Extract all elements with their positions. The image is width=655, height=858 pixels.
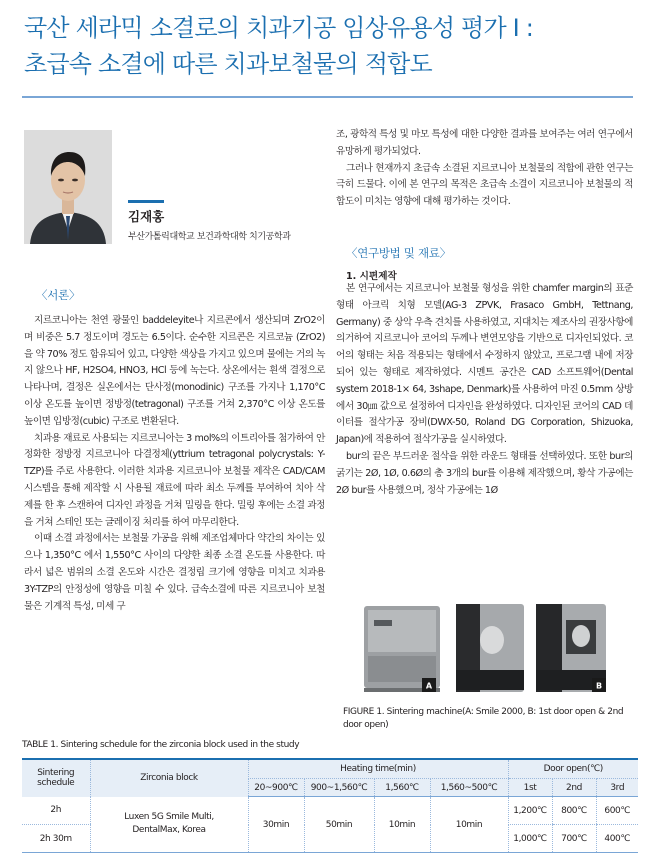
article-title bbox=[24, 10, 644, 82]
cell-heating: 10min bbox=[374, 797, 430, 853]
header-door-col: 1st bbox=[508, 779, 552, 797]
figure-caption: FIGURE 1. Sintering machine(A: Smile 2000, B: 1st door open & 2nd door open) bbox=[343, 707, 624, 730]
sintering-schedule-table bbox=[22, 758, 638, 853]
intro-column bbox=[24, 313, 325, 615]
cell-heating: 10min bbox=[430, 797, 508, 853]
figure-sintering-machines bbox=[360, 600, 628, 700]
header-door-col: 3rd bbox=[596, 779, 638, 797]
author-name: 김재홍 bbox=[128, 209, 165, 224]
cell-schedule: 2h bbox=[22, 797, 90, 825]
section-heading-intro: 〈서론〉 bbox=[36, 288, 81, 302]
header-heating-col: 20~900℃ bbox=[248, 779, 304, 797]
title-line-2: 초급속 소결에 따른 치과보철물의 적합도 bbox=[24, 50, 432, 78]
cell-zirconia-block bbox=[90, 797, 248, 853]
header-sintering-schedule: Sintering schedule bbox=[22, 759, 90, 797]
methods-column bbox=[336, 281, 633, 499]
header-heating-time: Heating time(min) bbox=[248, 759, 508, 779]
author-affiliation: 부산가톨릭대학교 보건과학대학 치기공학과 bbox=[128, 232, 291, 242]
cell-heating: 30min bbox=[248, 797, 304, 853]
author-photo bbox=[24, 130, 112, 244]
figure-label-b: B bbox=[595, 681, 603, 691]
body-paragraph: 그러나 현재까지 초급속 소결된 지르코니아 보철물의 적합에 관한 연구는 극히 드물다. 이에 본 연구의 목적은 초급속 소결이 지르코니아 보철물의 적합도이 미치는 영향에 대해 평가하는 것이다. bbox=[336, 162, 633, 208]
cell-door: 1,000℃ bbox=[508, 825, 552, 853]
methods-paragraph: bur의 끝은 부드러운 절삭을 위한 라운드 형태를 선택하였다. 또한 bur의 굵기는 2Ø, 1Ø, 0.6Ø의 총 3개의 bur를 이용해 제작했으며, 황삭 가공에는 2Ø bur를 사용했으며, 정삭 가공에는 1Ø bbox=[336, 450, 633, 496]
intro-paragraph: 치과용 재료로 사용되는 지르코니아는 3 mol%의 이트리아를 첨가하여 안정화한 정방정 지르코니아 다결정체(yttrium tetragonal polycrystals: Y-TZP)를 주로 사용한다. 이러한 치과용 지르코니아 보철물 제작은 CAD/CAM 시스템을 통해 제작할 시 사용될 재료에 따라 최소 두께를 부여하여 치아 삭제를 한 후 스캔하여 디자인 과정을 거쳐 밀링을 한다. 밀링 후에는 소결 과정을 거쳐 스테인 또는 글레이징 처리를 하여 마무리한다. bbox=[24, 432, 325, 528]
title-divider bbox=[22, 96, 633, 98]
header-heating-col: 900~1,560℃ bbox=[304, 779, 374, 797]
intro-paragraph: 지르코니아는 천연 광물인 baddeleyite나 지르콘에서 생산되며 ZrO2이며 비중은 5.7 정도이며 경도는 6.5이다. 순수한 지르콘은 지르코늄 (ZrO2)을 약 70% 정도 함유되어 있고, 다양한 색상을 가지고 있으며 물에는 거의 녹지 않으나 HF, H2SO4, HNO3, HCl 등에 녹는다. 상온에서는 흰색 결정으로 나타나며, 결정은 실온에서는 단사정(monodinic) 구조를 가지나 1,170°C 이상 온도를 높이면 정방정(tetragonal) 구조를 거쳐 2,370°C 이상 온도를 높이면 입방정(cubic) 구조로 변환된다. bbox=[24, 315, 325, 427]
sintering-machine-image bbox=[360, 600, 628, 700]
body-paragraph: 조, 광학적 특성 및 마모 특성에 대한 다양한 결과를 보여주는 여러 연구에서 유망하게 평가되었다. bbox=[336, 129, 633, 157]
block-names: Luxen 5G Smile Multi, DentalMax, Korea bbox=[124, 812, 214, 836]
subheading-specimen: 1. 시편제작 bbox=[346, 271, 397, 282]
intro-paragraph: 이때 소결 과정에서는 보철물 가공을 위해 제조업체마다 약간의 차이는 있으나 1,350°C 에서 1,550°C 사이의 다양한 최종 소결 온도를 사용한다. 따라서 넓은 범위의 소결 온도와 시간은 결정립 크기에 영향을 미치고 치과용 3Y-TZP의 안정성에 영향을 미칠 수 있다. 급속소결에 따른 지르코니아 보철물은 기계적 특성, 미세 구 bbox=[24, 533, 325, 612]
figure-label-a: A bbox=[425, 681, 433, 691]
section-heading-methods: 〈연구방법 및 재료〉 bbox=[346, 246, 451, 260]
header-door-col: 2nd bbox=[552, 779, 596, 797]
cell-door: 800℃ bbox=[552, 797, 596, 825]
cell-schedule: 2h 30m bbox=[39, 833, 72, 844]
cell-door: 700℃ bbox=[552, 825, 596, 853]
header-heating-col: 1,560~500℃ bbox=[430, 779, 508, 797]
table-caption: TABLE 1. Sintering schedule for the zirconia block used in the study bbox=[22, 740, 300, 750]
title-line-1: 국산 세라믹 소결로의 치과기공 임상유용성 평가 Ⅰ : bbox=[24, 14, 534, 42]
table-row bbox=[22, 797, 638, 825]
header-door-open: Door open(℃) bbox=[508, 759, 638, 779]
header-zirconia-block: Zirconia block bbox=[90, 759, 248, 797]
header-heating-col: 1,560℃ bbox=[374, 779, 430, 797]
cell-heating: 50min bbox=[304, 797, 374, 853]
author-accent-bar bbox=[128, 200, 164, 203]
cell-door: 1,200℃ bbox=[508, 797, 552, 825]
cell-door: 600℃ bbox=[596, 797, 638, 825]
cell-door: 400℃ bbox=[596, 825, 638, 853]
methods-paragraph: 본 연구에서는 지르코니아 보철물 형성을 위한 chamfer margin의 표준형태 아크릭 치형 모델(AG-3 ZPVK, Frasaco GmbH, Tettnang, Germany) 중 상악 우측 견치를 사용하였고, 지대치는 제조사의 권장사항에 의거하여 지르코니아 코어의 두께나 변연모양을 기반으로 디자인되었다. 코어의 형태는 처음 적용되는 형태에서 수정하지 않았고, 프로그램 내에 저장되어 있는 형태로 제작하였다. 시멘트 공간은 CAD 소프트웨어(Dental system 2018-1× 64, 3shape, Denmark)를 사용하여 마진 0.5mm 상방에서 30㎛ 값으로 설정하여 디자인을 완성하였다. 디자인된 코어의 CAD 데이터를 절삭가공 장비(DWX-50, Roland DG Corporation, Shizuoka, Japan)에 적용하여 절삭가공을 실시하였다. bbox=[336, 283, 633, 446]
intro-continuation-column bbox=[336, 127, 633, 211]
